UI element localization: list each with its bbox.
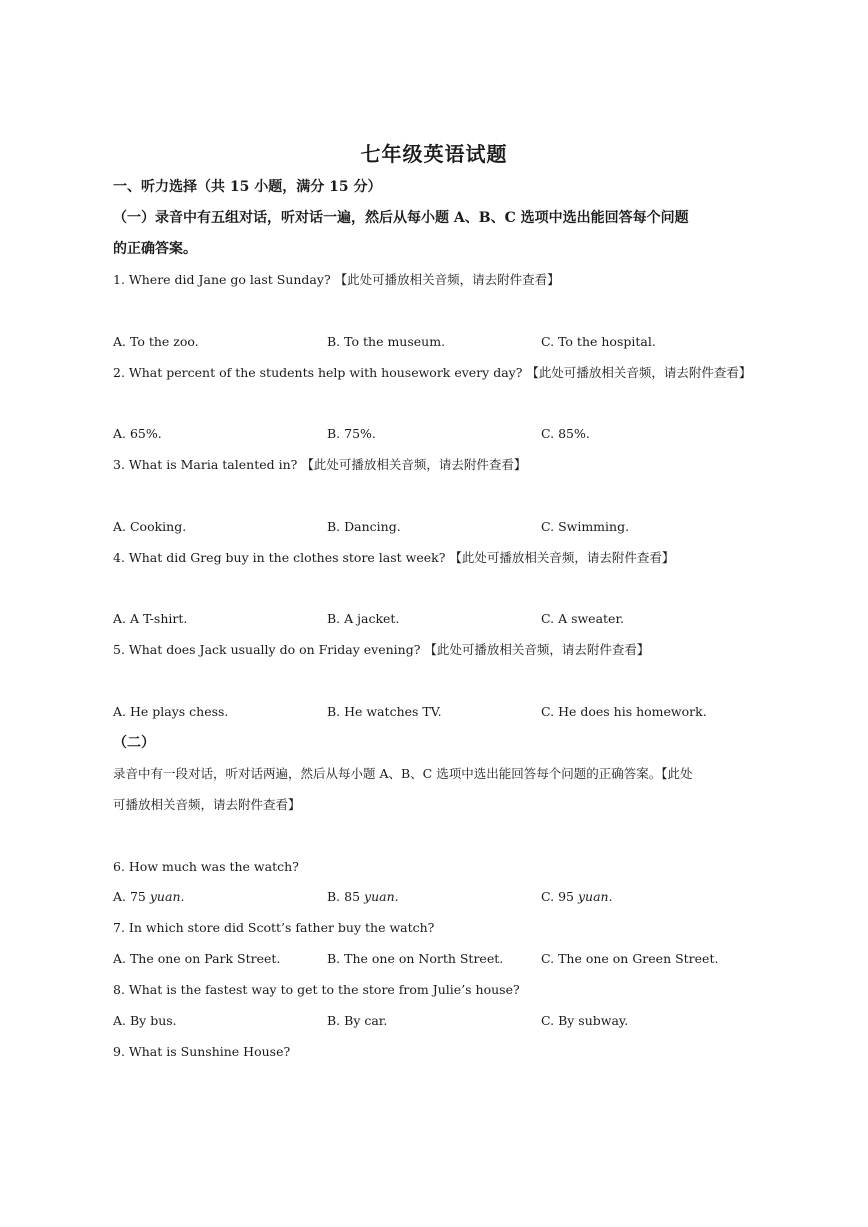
question-text: 3. What is Maria talented in?	[113, 457, 298, 472]
option-c	[541, 888, 613, 906]
option-c: C. He does his homework.	[541, 704, 707, 719]
option-unit: yuan.	[149, 889, 185, 904]
question-9: 9. What is Sunshine House?	[113, 1044, 291, 1059]
option-amount: B. 85	[327, 889, 361, 904]
option-a: A. By bus.	[113, 1013, 177, 1028]
question-3	[113, 456, 526, 474]
part2-heading: （二）	[113, 735, 155, 751]
page-title: 七年级英语试题	[360, 142, 508, 166]
option-a: A. The one on Park Street.	[113, 951, 281, 966]
option-c: C. To the hospital.	[541, 334, 656, 349]
option-c: C. The one on Green Street.	[541, 951, 719, 966]
question-text: 1. Where did Jane go last Sunday?	[113, 272, 331, 287]
audio-note[interactable]: 【此处可播放相关音频，请去附件查看】	[424, 642, 650, 657]
option-b: B. A jacket.	[327, 611, 400, 626]
option-b: B. He watches TV.	[327, 704, 442, 719]
question-text: 4. What did Greg buy in the clothes store last week?	[113, 550, 446, 565]
option-c: C. By subway.	[541, 1013, 629, 1028]
audio-note[interactable]: 【此处可播放相关音频，请去附件查看】	[449, 550, 675, 565]
option-unit: yuan.	[577, 889, 613, 904]
option-b: B. 75%.	[327, 426, 376, 441]
option-b	[327, 888, 399, 906]
question-text: 5. What does Jack usually do on Friday evening?	[113, 642, 421, 657]
option-unit: yuan.	[364, 889, 399, 904]
audio-note[interactable]: 【此处可播放相关音频，请去附件查看】	[334, 272, 560, 287]
option-b: B. To the museum.	[327, 334, 446, 349]
part1-instruction-line2: 的正确答案。	[113, 241, 197, 257]
option-a: A. To the zoo.	[113, 334, 199, 349]
option-amount: C. 95	[541, 889, 574, 904]
option-c: C. Swimming.	[541, 519, 630, 534]
option-b: B. The one on North Street.	[327, 951, 504, 966]
part2-instruction-line2[interactable]: 可播放相关音频，请去附件查看】	[113, 797, 301, 812]
question-1	[113, 271, 560, 289]
option-a: A. A T-shirt.	[113, 611, 188, 626]
part1-instruction-line1: （一）录音中有五组对话，听对话一遍，然后从每小题 A、B、C 选项中选出能回答每个问题	[113, 210, 689, 226]
option-amount: A. 75	[113, 889, 146, 904]
option-b: B. Dancing.	[327, 519, 401, 534]
option-b: B. By car.	[327, 1013, 388, 1028]
question-7: 7. In which store did Scott’s father buy the watch?	[113, 920, 435, 935]
question-4	[113, 549, 674, 567]
section-heading: 一、听力选择（共 15 小题，满分 15 分）	[113, 179, 382, 195]
option-a: A. Cooking.	[113, 519, 187, 534]
question-2	[113, 364, 751, 382]
question-6: 6. How much was the watch?	[113, 859, 299, 874]
question-text: 2. What percent of the students help with housework every day?	[113, 365, 523, 380]
option-c: C. A sweater.	[541, 611, 625, 626]
option-a: A. He plays chess.	[113, 704, 229, 719]
option-c: C. 85%.	[541, 426, 590, 441]
option-a: A. 65%.	[113, 426, 162, 441]
part2-instruction-line1: 录音中有一段对话，听对话两遍，然后从每小题 A、B、C 选项中选出能回答每个问题的正确答案。【此处	[113, 766, 693, 781]
option-a	[113, 888, 184, 906]
question-5	[113, 641, 649, 659]
question-8: 8. What is the fastest way to get to the store from Julie’s house?	[113, 982, 520, 997]
audio-note[interactable]: 【此处可播放相关音频，请去附件查看】	[526, 365, 752, 380]
audio-note[interactable]: 【此处可播放相关音频，请去附件查看】	[301, 457, 527, 472]
